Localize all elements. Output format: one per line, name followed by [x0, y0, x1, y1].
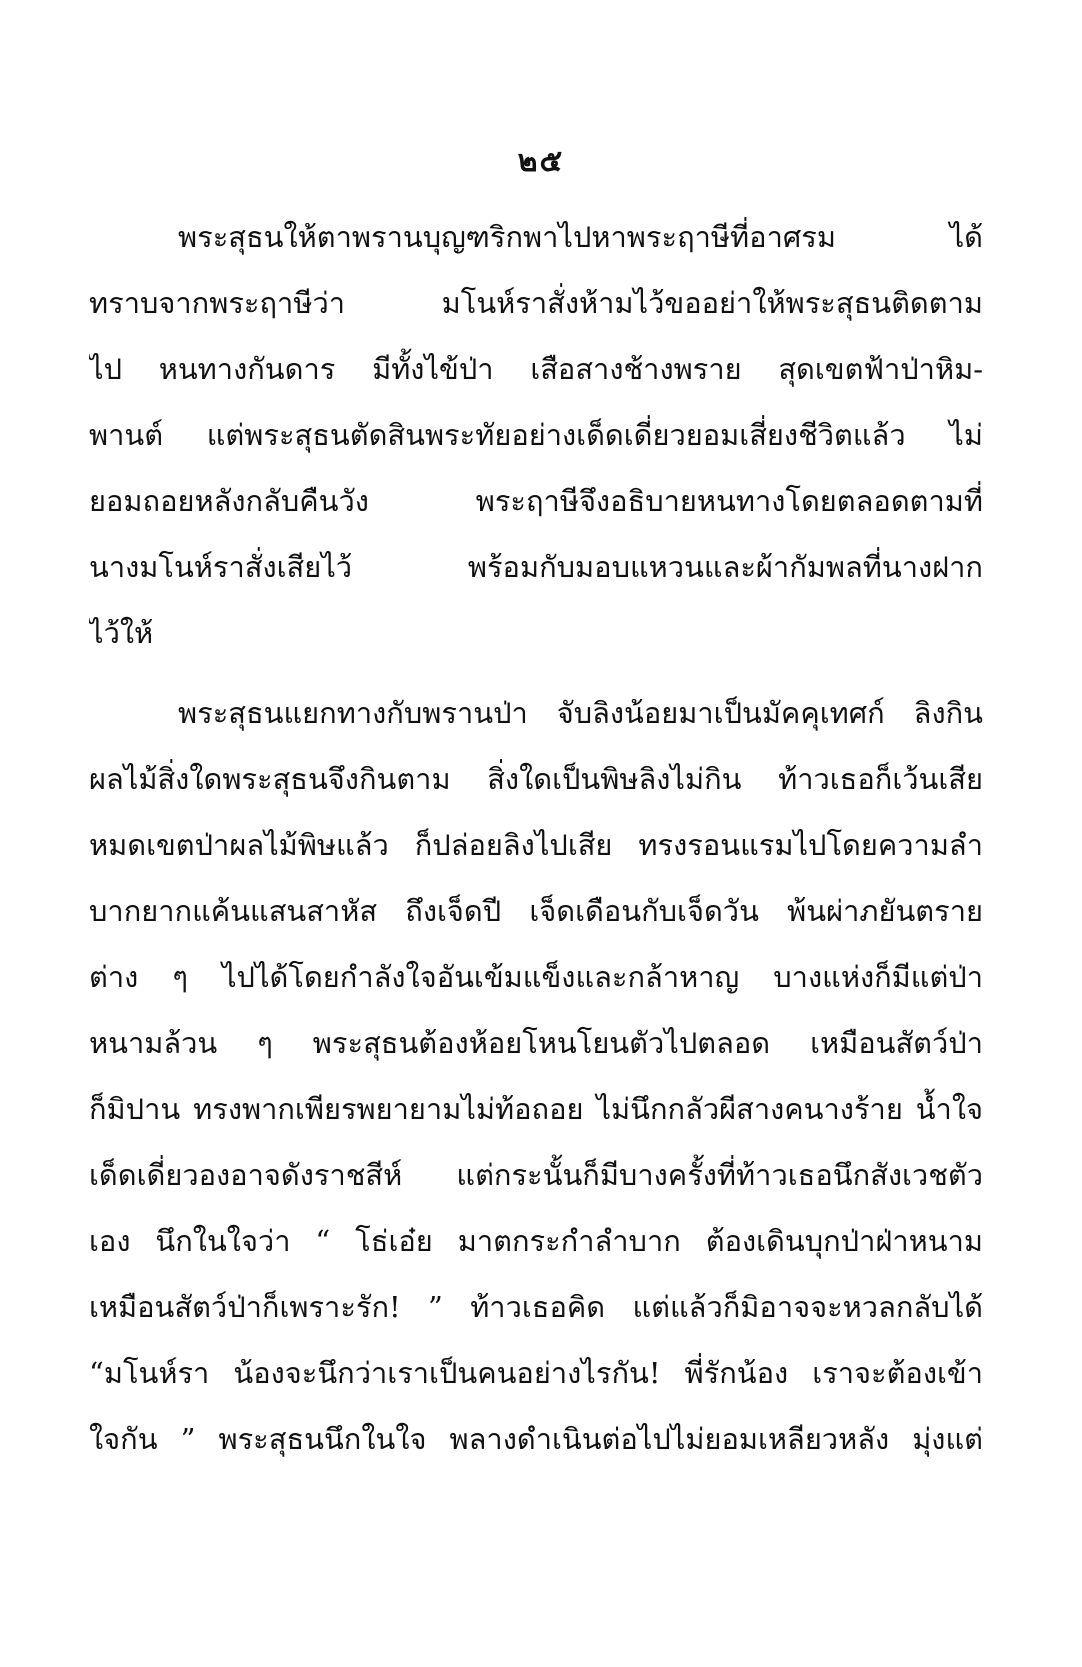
paragraph-line: เด็ดเดี่ยวองอาจดังราชสีห์ แต่กระนั้นก็มีบางครั้งที่ท้าวเธอนึกสังเวชตัว	[89, 1158, 983, 1192]
paragraph-1	[89, 204, 983, 666]
paragraph-line: ก็มิปาน ทรงพากเพียรพยายามไม่ท้อถอย ไม่นึกกลัวผีสางคนางร้าย น้ำใจ	[89, 1092, 983, 1126]
paragraph-line: พานต์ แต่พระสุธนตัดสินพระทัยอย่างเด็ดเดี่ยวยอมเสี่ยงชีวิตแล้ว ไม่	[89, 418, 983, 452]
paragraph-line: นางมโนห์ราสั่งเสียไว้ พร้อมกับมอบแหวนและผ้ากัมพลที่นางฝาก	[89, 550, 983, 584]
page-number: ๒๕	[517, 144, 565, 179]
paragraph-line: พระสุธนแยกทางกับพรานป่า จับลิงน้อยมาเป็นมัคคุเทศก์ ลิงกิน	[178, 696, 983, 730]
paragraph-line: หนามล้วน ๆ พระสุธนต้องห้อยโหนโยนตัวไปตลอด เหมือนสัตว์ป่า	[89, 1026, 983, 1060]
paragraph-line: พระสุธนให้ตาพรานบุญฑริกพาไปหาพระฤาษีที่อาศรม ได้	[178, 220, 983, 254]
paragraph-line: ยอมถอยหลังกลับคืนวัง พระฤาษีจึงอธิบายหนทางโดยตลอดตามที่	[89, 484, 983, 518]
paragraph-line: ใจกัน ” พระสุธนนึกในใจ พลางดำเนินต่อไปไม่ยอมเหลียวหลัง มุ่งแต่	[89, 1422, 983, 1456]
paragraph-line: ต่าง ๆ ไปได้โดยกำลังใจอันเข้มแข็งและกล้าหาญ บางแห่งก็มีแต่ป่า	[89, 960, 983, 994]
paragraph-line: ทราบจากพระฤาษีว่า มโนห์ราสั่งห้ามไว้ขออย่าให้พระสุธนติดตาม	[89, 286, 983, 320]
paragraph-2	[89, 680, 983, 1472]
paragraph-line: เหมือนสัตว์ป่าก็เพราะรัก! ” ท้าวเธอคิด แต่แล้วก็มิอาจจะหวลกลับได้	[89, 1290, 983, 1324]
paragraph-line: หมดเขตป่าผลไม้พิษแล้ว ก็ปล่อยลิงไปเสีย ทรงรอนแรมไปโดยความลำ	[89, 828, 983, 862]
paragraph-line: ผลไม้สิ่งใดพระสุธนจึงกินตาม สิ่งใดเป็นพิษลิงไม่กิน ท้าวเธอก็เว้นเสีย	[89, 762, 983, 796]
paragraph-line: ไป หนทางกันดาร มีทั้งไข้ป่า เสือสางช้างพราย สุดเขตฟ้าป่าหิม-	[89, 352, 983, 386]
paragraph-line: “มโนห์รา น้องจะนึกว่าเราเป็นคนอย่างไรกัน! พี่รักน้อง เราจะต้องเข้า	[89, 1356, 983, 1390]
paragraph-line: บากยากแค้นแสนสาหัส ถึงเจ็ดปี เจ็ดเดือนกับเจ็ดวัน พ้นผ่าภยันตราย	[89, 894, 983, 928]
paragraph-line: ไว้ให้	[89, 616, 154, 650]
paragraph-line: เอง นึกในใจว่า “ โธ่เอ๋ย มาตกระกำลำบาก ต้องเดินบุกป่าฝ่าหนาม	[89, 1224, 983, 1258]
